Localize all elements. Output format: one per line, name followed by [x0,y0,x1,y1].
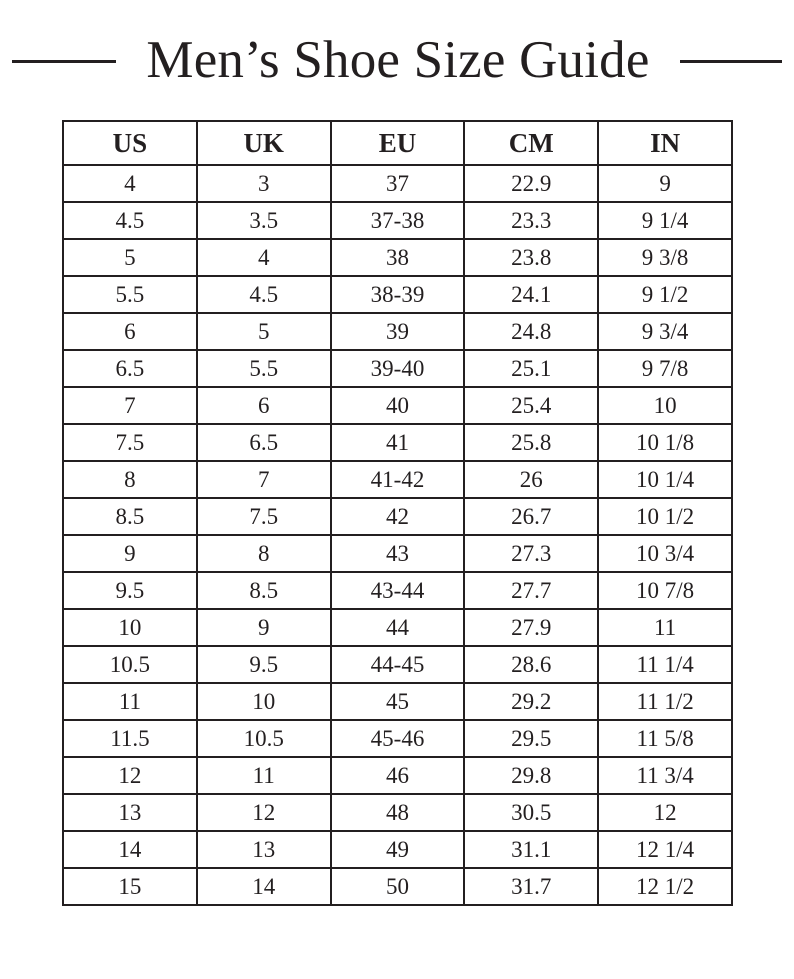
table-header [63,121,732,165]
cell-cm: 29.5 [464,720,598,757]
cell-eu: 38-39 [331,276,465,313]
cell-us: 4.5 [63,202,197,239]
cell-us: 10 [63,609,197,646]
cell-uk: 5 [197,313,331,350]
table-row [63,165,732,202]
table-row [63,424,732,461]
cell-in: 9 7/8 [598,350,732,387]
cell-cm: 29.2 [464,683,598,720]
cell-uk: 3.5 [197,202,331,239]
cell-eu: 40 [331,387,465,424]
cell-eu: 39 [331,313,465,350]
cell-us: 7.5 [63,424,197,461]
table-row [63,609,732,646]
cell-us: 8 [63,461,197,498]
cell-cm: 25.1 [464,350,598,387]
cell-uk: 7 [197,461,331,498]
cell-us: 9.5 [63,572,197,609]
table-row [63,646,732,683]
cell-cm: 25.8 [464,424,598,461]
column-header-cm: CM [464,121,598,165]
cell-cm: 27.9 [464,609,598,646]
page-title: Men’s Shoe Size Guide [146,31,650,89]
cell-eu: 43-44 [331,572,465,609]
column-header-eu: EU [331,121,465,165]
cell-us: 11 [63,683,197,720]
cell-us: 9 [63,535,197,572]
cell-cm: 30.5 [464,794,598,831]
cell-eu: 43 [331,535,465,572]
cell-eu: 46 [331,757,465,794]
cell-uk: 7.5 [197,498,331,535]
cell-uk: 9.5 [197,646,331,683]
cell-eu: 42 [331,498,465,535]
cell-cm: 31.7 [464,868,598,905]
cell-in: 9 3/8 [598,239,732,276]
cell-eu: 48 [331,794,465,831]
cell-uk: 9 [197,609,331,646]
cell-cm: 26 [464,461,598,498]
table-row [63,535,732,572]
cell-us: 15 [63,868,197,905]
cell-uk: 14 [197,868,331,905]
cell-us: 4 [63,165,197,202]
cell-in: 11 5/8 [598,720,732,757]
cell-us: 6.5 [63,350,197,387]
cell-us: 14 [63,831,197,868]
table-row [63,202,732,239]
cell-cm: 23.8 [464,239,598,276]
cell-eu: 45-46 [331,720,465,757]
table-row [63,276,732,313]
cell-in: 10 7/8 [598,572,732,609]
cell-uk: 5.5 [197,350,331,387]
cell-uk: 10.5 [197,720,331,757]
table-row [63,387,732,424]
table-row [63,498,732,535]
cell-cm: 23.3 [464,202,598,239]
cell-us: 10.5 [63,646,197,683]
cell-us: 7 [63,387,197,424]
cell-us: 13 [63,794,197,831]
table-row [63,683,732,720]
cell-eu: 49 [331,831,465,868]
cell-in: 10 1/8 [598,424,732,461]
cell-uk: 3 [197,165,331,202]
cell-us: 5.5 [63,276,197,313]
cell-cm: 24.8 [464,313,598,350]
cell-eu: 41 [331,424,465,461]
cell-cm: 28.6 [464,646,598,683]
cell-eu: 39-40 [331,350,465,387]
header-row [63,121,732,165]
cell-eu: 41-42 [331,461,465,498]
table-row [63,239,732,276]
cell-us: 6 [63,313,197,350]
cell-uk: 8 [197,535,331,572]
cell-in: 9 1/2 [598,276,732,313]
cell-us: 8.5 [63,498,197,535]
cell-in: 12 1/4 [598,831,732,868]
table-row [63,350,732,387]
cell-uk: 12 [197,794,331,831]
table-row [63,313,732,350]
cell-in: 9 [598,165,732,202]
cell-uk: 4 [197,239,331,276]
cell-eu: 44 [331,609,465,646]
table-row [63,572,732,609]
table-row [63,868,732,905]
cell-eu: 45 [331,683,465,720]
title-rule-right [680,60,782,63]
cell-in: 12 1/2 [598,868,732,905]
table-row [63,461,732,498]
cell-in: 11 3/4 [598,757,732,794]
cell-us: 12 [63,757,197,794]
cell-us: 11.5 [63,720,197,757]
cell-cm: 26.7 [464,498,598,535]
cell-eu: 44-45 [331,646,465,683]
cell-in: 9 1/4 [598,202,732,239]
title-bar [0,22,794,98]
size-chart-table [62,120,733,906]
column-header-in: IN [598,121,732,165]
cell-uk: 11 [197,757,331,794]
cell-eu: 37-38 [331,202,465,239]
cell-cm: 27.3 [464,535,598,572]
column-header-uk: UK [197,121,331,165]
cell-in: 10 [598,387,732,424]
cell-uk: 6.5 [197,424,331,461]
title-rule-left [12,60,116,63]
table-row [63,831,732,868]
cell-cm: 25.4 [464,387,598,424]
cell-in: 10 1/2 [598,498,732,535]
cell-uk: 13 [197,831,331,868]
table-row [63,720,732,757]
cell-uk: 8.5 [197,572,331,609]
cell-in: 11 [598,609,732,646]
cell-cm: 24.1 [464,276,598,313]
cell-uk: 6 [197,387,331,424]
table-row [63,757,732,794]
cell-uk: 10 [197,683,331,720]
table-body [63,165,732,905]
cell-eu: 37 [331,165,465,202]
column-header-us: US [63,121,197,165]
cell-us: 5 [63,239,197,276]
cell-in: 11 1/2 [598,683,732,720]
cell-cm: 22.9 [464,165,598,202]
cell-cm: 29.8 [464,757,598,794]
cell-in: 10 1/4 [598,461,732,498]
cell-uk: 4.5 [197,276,331,313]
cell-eu: 50 [331,868,465,905]
cell-in: 10 3/4 [598,535,732,572]
cell-eu: 38 [331,239,465,276]
cell-cm: 31.1 [464,831,598,868]
table-row [63,794,732,831]
cell-cm: 27.7 [464,572,598,609]
cell-in: 11 1/4 [598,646,732,683]
cell-in: 12 [598,794,732,831]
cell-in: 9 3/4 [598,313,732,350]
